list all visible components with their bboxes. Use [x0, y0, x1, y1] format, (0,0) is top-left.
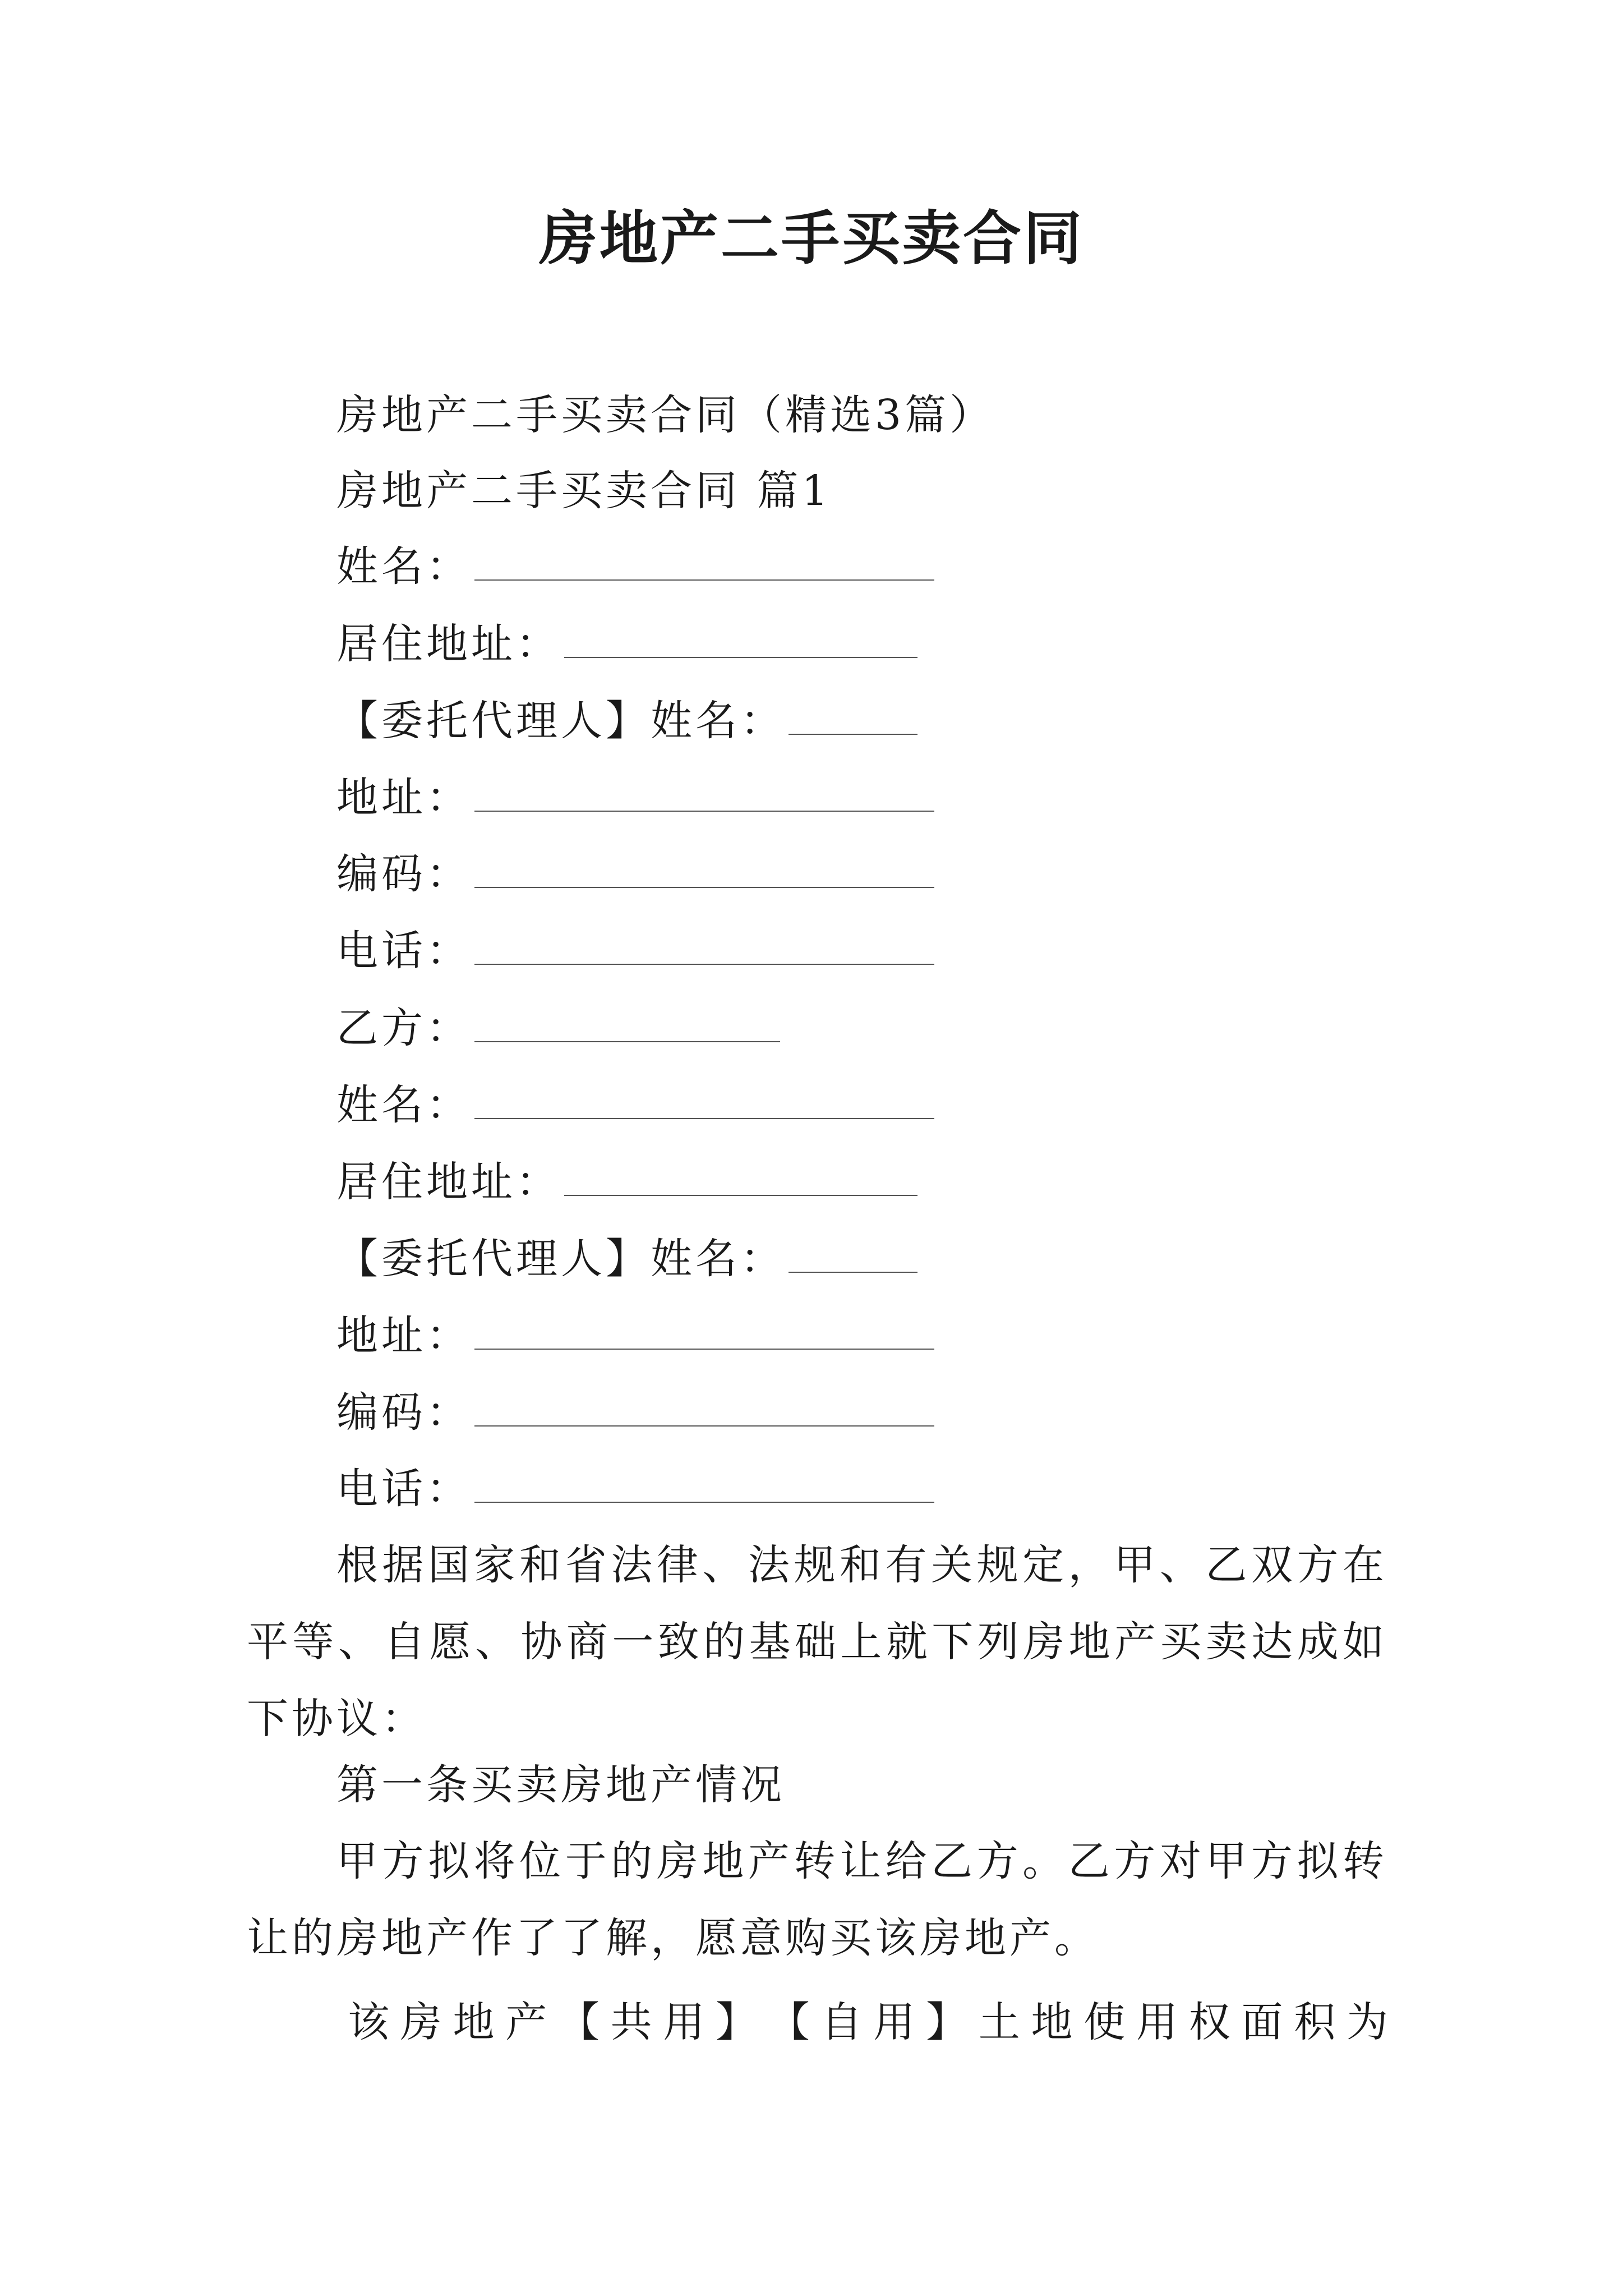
- party-a-agent-address-field: [336, 770, 934, 826]
- field-label: 地址：: [336, 774, 471, 822]
- blank-line: [789, 700, 917, 735]
- blank-line: [474, 1007, 780, 1042]
- field-label: 姓名：: [336, 1081, 471, 1129]
- party-a-postcode-field: [336, 846, 934, 902]
- spread-char: 】: [926, 1998, 968, 2046]
- blank-line: [474, 546, 934, 581]
- spread-char: 用: [1136, 1998, 1178, 2046]
- field-label: 电话：: [336, 1465, 471, 1513]
- party-b-postcode-field: [336, 1384, 934, 1441]
- spread-char: 【: [768, 1998, 810, 2046]
- party-a-address-field: [336, 616, 917, 672]
- field-label: 【委托代理人】姓名：: [336, 1235, 785, 1283]
- spread-char: 【: [557, 1998, 600, 2046]
- party-b-agent-address-field: [336, 1308, 934, 1364]
- party-b-agent-field: [336, 1231, 917, 1287]
- intro-paragraph-text: 根据国家和省法律、法规和有关规定，甲、乙双方在平等、自愿、协商一致的基础上就下列房地产买卖达成如下协议：: [247, 1541, 1387, 1743]
- field-label: 编码：: [336, 850, 471, 898]
- spread-char: 】: [716, 1998, 758, 2046]
- document-subtitle: 房地产二手买卖合同（精选3篇）: [336, 391, 995, 439]
- spread-char: 土: [978, 1998, 1020, 2046]
- spread-char: 用: [873, 1998, 915, 2046]
- article-1-paragraph-text: 甲方拟将位于的房地产转让给乙方。乙方对甲方拟转让的房地产作了了解，愿意购买该房地产。: [247, 1837, 1387, 1962]
- spread-char: 房: [400, 1998, 442, 2046]
- spread-char: 该: [348, 1998, 389, 2046]
- field-label: 乙方：: [336, 1004, 471, 1052]
- party-b-name-field: [336, 1077, 934, 1133]
- field-label: 编码：: [336, 1388, 471, 1437]
- document-title: 房地产二手买卖合同: [538, 204, 1084, 273]
- blank-line: [474, 1084, 934, 1119]
- field-label: 【委托代理人】姓名：: [336, 697, 785, 745]
- field-label: 电话：: [336, 927, 471, 975]
- party-a-phone-field: [336, 923, 934, 979]
- spread-char: 产: [505, 1998, 547, 2046]
- field-label: 姓名：: [336, 542, 471, 591]
- party-a-agent-field: [336, 693, 917, 749]
- spread-char: 使: [1083, 1998, 1126, 2046]
- party-b-phone-field: [336, 1461, 934, 1517]
- blank-line: [474, 1392, 934, 1427]
- spread-char: 地: [453, 1998, 495, 2046]
- spread-char: 积: [1294, 1998, 1336, 2046]
- spread-char: 自: [820, 1998, 863, 2046]
- spread-char: 地: [1031, 1998, 1073, 2046]
- land-use-line: [348, 1994, 1388, 2050]
- spread-char: 用: [663, 1998, 705, 2046]
- blank-line: [474, 930, 934, 965]
- field-label: 居住地址：: [336, 1158, 561, 1206]
- field-label: 地址：: [336, 1312, 471, 1360]
- blank-line: [474, 1468, 934, 1503]
- spread-char: 权: [1188, 1998, 1230, 2046]
- intro-paragraph: [247, 1527, 1387, 1757]
- blank-line: [564, 623, 917, 658]
- party-b-address-field: [336, 1154, 917, 1210]
- blank-line: [474, 853, 934, 888]
- blank-line: [564, 1161, 917, 1196]
- spread-char: 为: [1346, 1998, 1388, 2046]
- party-b-field: [336, 1000, 780, 1056]
- article-1-paragraph: [247, 1823, 1387, 1977]
- spread-char: 面: [1241, 1998, 1283, 2046]
- article-1-heading: 第一条买卖房地产情况: [336, 1761, 785, 1809]
- blank-line: [474, 1315, 934, 1350]
- party-a-name-field: [336, 539, 934, 595]
- blank-line: [474, 777, 934, 812]
- spread-char: 共: [610, 1998, 652, 2046]
- section-heading: 房地产二手买卖合同 篇1: [336, 467, 832, 515]
- blank-line: [789, 1238, 917, 1273]
- field-label: 居住地址：: [336, 620, 561, 668]
